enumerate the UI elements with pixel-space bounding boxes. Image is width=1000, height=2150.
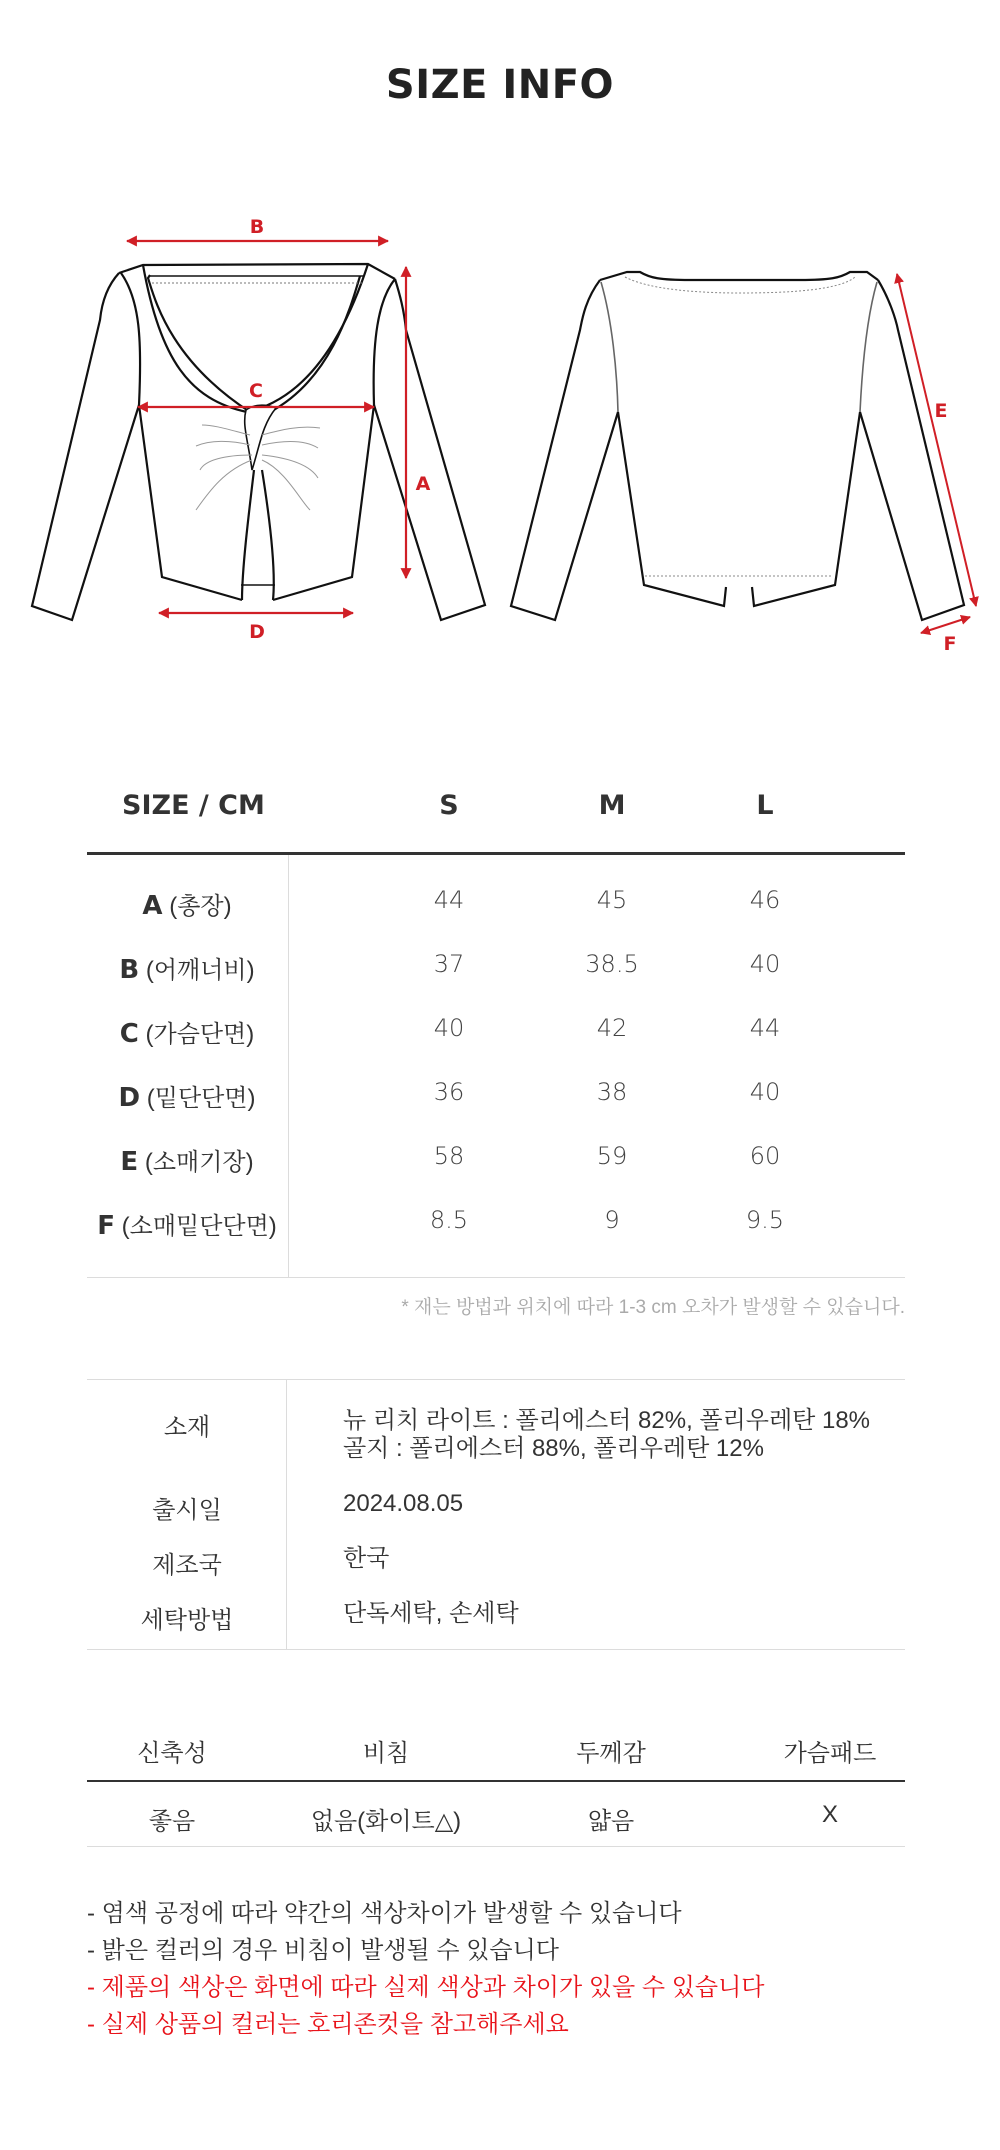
label-E: E — [934, 400, 948, 422]
notice-item: - 염색 공정에 따라 약간의 색상차이가 발생할 수 있습니다 — [87, 1900, 682, 1927]
property-table-bottom-border — [87, 1846, 905, 1847]
size-row-d: D (밑단단면) 36 38 40 — [118, 1078, 781, 1113]
size-table-header: SIZE / CM S M L — [122, 790, 774, 821]
back-stitch-lines — [625, 277, 855, 576]
page-title: SIZE INFO — [385, 62, 615, 108]
info-table-bottom-border — [87, 1649, 905, 1650]
label-B: B — [249, 216, 265, 238]
size-table-bottom-border — [87, 1277, 905, 1278]
label-F: F — [943, 633, 957, 655]
garment-measurement-diagram — [0, 180, 1000, 660]
label-C: C — [249, 380, 263, 402]
back-view-cardigan — [511, 272, 964, 620]
info-table-top-border — [87, 1379, 905, 1380]
property-table-top-border — [87, 1780, 905, 1782]
size-table-top-border — [87, 852, 905, 855]
front-view-cardigan — [32, 264, 485, 620]
notice-item-highlight: - 제품의 색상은 화면에 따라 실제 색상과 차이가 있을 수 있습니다 — [87, 1974, 765, 2001]
property-table-header: 신축성 비침 두께감 가슴패드 — [137, 1740, 877, 1767]
property-table-values: 좋음 없음(화이트△) 얇음 X — [148, 1801, 838, 1835]
measurement-error-note: * 재는 방법과 위치에 따라 1-3 cm 오차가 발생할 수 있습니다. — [401, 1297, 905, 1318]
notice-item: - 밝은 컬러의 경우 비침이 발생될 수 있습니다 — [87, 1937, 559, 1964]
size-row-b: B (어깨너비) 37 38.5 40 — [119, 950, 781, 985]
label-D: D — [249, 621, 265, 643]
size-row-c: C (가슴단면) 40 42 44 — [119, 1014, 781, 1049]
notice-list — [87, 1895, 764, 2043]
size-row-e: E (소매기장) 58 59 60 — [120, 1142, 781, 1177]
size-unit-header: SIZE / CM — [122, 790, 265, 821]
size-row-a: A (총장) 44 45 46 — [142, 886, 781, 921]
measurement-arrows-front — [127, 241, 406, 613]
label-A: A — [415, 473, 431, 495]
size-row-f: F (소매밑단단면) 8.5 9 9.5 — [97, 1206, 785, 1241]
notice-item-highlight: - 실제 상품의 컬러는 호리존컷을 참고해주세요 — [87, 2011, 569, 2038]
